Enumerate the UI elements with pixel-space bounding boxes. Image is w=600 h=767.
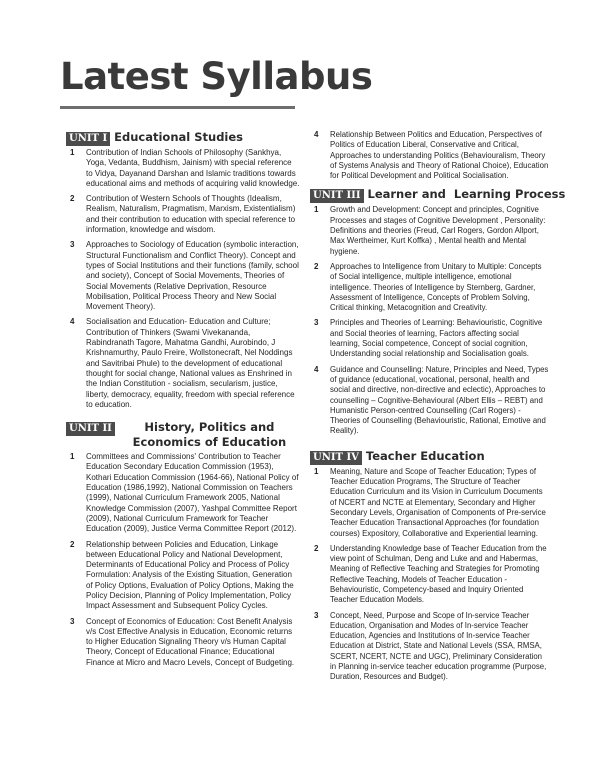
- unit-title: History, Politics and Economics of Education: [132, 420, 287, 450]
- list-item: [66, 240, 300, 312]
- item-number: 4: [70, 317, 75, 327]
- item-text: Guidance and Counselling: Nature, Principles and Need, Types of guidance (educational, vocational, personal, health and social and directive, non-directive and eclectic), Approaches to counselling – Cognitive-Behavioural (Albert Ellis – REBT) and Humanistic Person-centred Counselling (Carl Rogers) - Theories of Counselling (Behaviouristic, Rational, Emotive and Reality).: [330, 364, 549, 436]
- unit-item-list: [310, 205, 550, 436]
- list-item: [310, 611, 550, 683]
- item-number: 3: [70, 240, 75, 250]
- unit-title: Learner and Learning Process: [367, 187, 566, 202]
- list-item: [66, 317, 300, 410]
- unit-section: [66, 130, 300, 410]
- item-number: 3: [70, 616, 75, 626]
- unit-badge: UNIT I: [66, 132, 110, 146]
- item-number: 1: [70, 452, 75, 462]
- unit-badge: UNIT IV: [310, 451, 362, 465]
- item-text: Growth and Development: Concept and principles, Cognitive Processes and stages of Cognitive Development , Personality: Definitions and theories (Freud, Carl Rogers, Gordon Allport, Max Wertheimer, Kurt Koffka) , Mental health and Mental hygiene.: [330, 205, 546, 256]
- list-item: [66, 617, 300, 668]
- item-number: 4: [314, 130, 319, 139]
- item-text: Concept, Need, Purpose and Scope of In-service Teacher Education, Organisation and Modes of In-service Teacher Education, Agencies and Institutions of In-service Teacher Education at District, State and National Levels (SSA, RMSA, SCERT, NCERT, NCTE and UGC), Preliminary Consideration in Planning in-service teacher education programme (Purpose, Duration, Resources and Budget).: [330, 610, 547, 682]
- item-text: Relationship between Policies and Education, Linkage between Educational Policy and National Development, Determinants of Educational Policy and Process of Policy Formulation: Analysis of the Existing Situation, Generation of Policy Options, Evaluation of Policy Options, Making the Policy Decision, Planning of Policy Implementation, Policy Impact Assessment and Subsequent Policy Cycles.: [86, 539, 294, 611]
- unit-title: Teacher Education: [365, 448, 485, 463]
- list-item: [310, 467, 550, 539]
- unit-section: [66, 420, 300, 668]
- list-item: [310, 318, 550, 359]
- item-number: 4: [314, 364, 319, 374]
- unit-section: [310, 449, 550, 683]
- item-text: Socialisation and Education- Education and Culture; Contribution of Thinkers (Swami Vivekananda, Rabindranath Tagore, Mahatma Gandhi, Aurobindo, J Krishnamurthy, Paulo Freire, Wollstonecraft, Nel Noddings and Savitribai Phule) to the development of educational thought for social change, National values as Enshrined in the Indian Constitution - socialism, secularism, justice, liberty, democracy, equality, freedom with special reference to education.: [86, 317, 295, 409]
- unit-item-list: [66, 148, 300, 410]
- list-item: [66, 148, 300, 189]
- list-item: [66, 540, 300, 612]
- unit-header: [66, 420, 300, 450]
- unit-item-list: [66, 452, 300, 668]
- item-text: Committees and Commissions' Contribution to Teacher Education Secondary Education Commission (1953), Kothari Education Commission (1964-66), National Policy of Education (1986,1992), National Commission on Teachers (1999), National Curriculum Framework 2005, National Knowledge Commission (2007), Yashpal Committee Report (2009), National Curriculum Framework for Teacher Education (2009), Justice Verma Committee Report (2012).: [86, 452, 299, 534]
- title-underline: [60, 106, 295, 109]
- unit-title: Educational Studies: [114, 130, 244, 144]
- page-title: Latest Syllabus: [60, 55, 373, 98]
- item-number: 1: [314, 466, 319, 476]
- item-text: Approaches to Intelligence from Unitary to Multiple: Concepts of Social intelligence, multiple intelligence, emotional intelligence. Theories of Intelligence by Sternberg, Gardner, Assessment of Intelligence, Concepts of Problem Solving, Critical thinking, Metacognition and Creativity.: [330, 261, 542, 313]
- list-item: [310, 544, 550, 606]
- list-item: [310, 365, 550, 437]
- item-text: Principles and Theories of Learning: Behaviouristic, Cognitive and Social theories of learning, Factors affecting social learning, Social competence, Concept of social cognition, Understanding social relationship and Socialisation goals.: [330, 318, 543, 359]
- item-number: 1: [70, 148, 75, 157]
- unit-section: [310, 187, 566, 436]
- item-text: Understanding Knowledge base of Teacher Education from the view point of Schulman, Deng and Luke and and Habermas, Meaning of Reflective Teaching and Strategies for Promoting Reflective Teaching, Models of Teacher Education - Behaviouristic, Competency-based and Inquiry Oriented Teacher Education Models.: [330, 543, 547, 605]
- item-text: Relationship Between Politics and Education, Perspectives of Politics of Education Liberal, Conservative and Critical, Approaches to understanding Politics (Behaviouralism, Theory of Systems Analysis and Theory of Rational Choice), Education for Political Development and Political Socialisation.: [330, 130, 549, 181]
- item-number: 1: [314, 205, 319, 215]
- item-text: Concept of Economics of Education: Cost Benefit Analysis v/s Cost Effective Analysis in Education, Economic returns to Higher Education Signaling Theory v/s Human Capital Theory, Concept of Educational Finance; Educational Finance at Micro and Macro Levels, Concept of Budgeting.: [86, 616, 295, 667]
- list-item: [310, 130, 550, 181]
- unit-header: [310, 449, 550, 465]
- item-text: Contribution of Western Schools of Thoughts (Idealism, Realism, Naturalism, Pragmatism, Marxism, Existentialism) and their contribution to education with special reference to information, knowledge and wisdom.: [86, 194, 296, 235]
- list-item: [310, 262, 550, 313]
- item-number: 2: [314, 543, 319, 553]
- item-text: Approaches to Sociology of Education (symbolic interaction, Structural Functionalism and Conflict Theory). Concept and types of Social Institutions and their functions (family, school and society), Concept of Social Movements, Theories of Social Movements (Relative Deprivation, Resource Mobilisation, Political Process Theory and New Social Movement Theory).: [86, 240, 299, 312]
- unit-badge: UNIT III: [310, 189, 364, 203]
- list-item: [66, 452, 300, 534]
- item-text: Contribution of Indian Schools of Philosophy (Sankhya, Yoga, Vedanta, Buddhism, Jainism) with special reference to Vidya, Dayanand Darshan and Islamic traditions towards educational aims and methods of acquiring valid knowledge.: [86, 148, 300, 188]
- item-number: 2: [314, 261, 319, 271]
- unit-header: [66, 130, 300, 146]
- left-column: [66, 130, 300, 673]
- item-number: 2: [70, 194, 75, 204]
- item-number: 3: [314, 318, 319, 328]
- unit-item-list: [310, 467, 550, 683]
- unit-item-list-continued: [310, 130, 550, 181]
- item-text: Meaning, Nature and Scope of Teacher Education; Types of Teacher Education Programs, The Structure of Teacher Education Curriculum and its Vision in Curriculum Documents of NCERT and NCTE at Elementary, Secondary and Higher Secondary Levels, Organisation of Components of Pre-service Teacher Education Transactional Approaches (for foundation courses) Expository, Collaborative and Experiential learning.: [330, 466, 546, 538]
- unit-header: [310, 187, 566, 203]
- right-column: [310, 130, 566, 688]
- list-item: [66, 194, 300, 235]
- unit-badge: UNIT II: [66, 422, 115, 436]
- item-number: 2: [70, 539, 75, 549]
- item-number: 3: [314, 610, 319, 620]
- list-item: [310, 205, 550, 256]
